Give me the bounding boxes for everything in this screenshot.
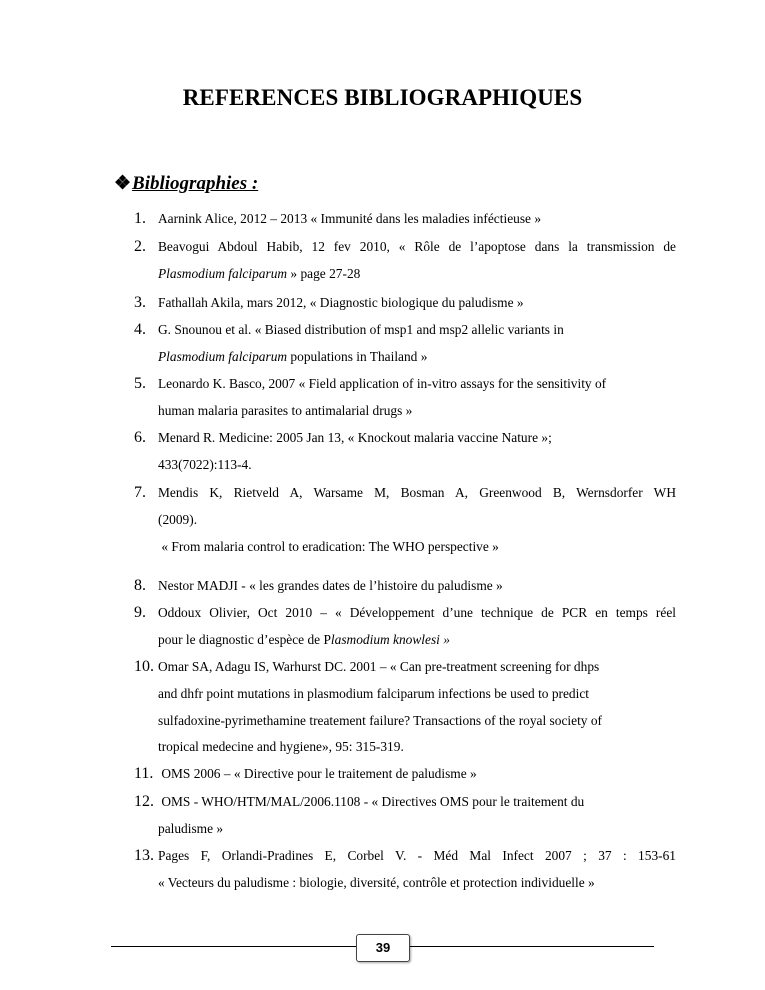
reference-line: (2009). <box>158 511 198 527</box>
reference-number: 4. <box>134 321 146 338</box>
reference-number: 9. <box>134 604 146 621</box>
reference-line: Aarnink Alice, 2012 – 2013 « Immunité dans les maladies inféctieuse » <box>158 211 542 226</box>
reference-number: 10. <box>134 658 154 675</box>
reference-line: Leonardo K. Basco, 2007 « Field application of in-vitro assays for the sensitivity of <box>158 376 607 391</box>
reference-number: 1. <box>134 210 146 227</box>
reference-number: 11. <box>134 765 154 782</box>
reference-line-start: pour le diagnostic d’espèce de P <box>158 631 331 647</box>
reference-line-rest: » page 27-28 <box>287 265 361 281</box>
reference-line-rest: populations in Thailand » <box>287 348 428 364</box>
footer-rule-left <box>111 946 356 947</box>
reference-line <box>158 344 676 371</box>
reference-line: Fathallah Akila, mars 2012, « Diagnostic biologique du paludisme » <box>158 295 524 310</box>
diamond-bullet-icon: ❖ <box>114 173 132 194</box>
reference-line: G. Snounou et al. « Biased distribution of msp1 and msp2 allelic variants in <box>158 322 564 337</box>
reference-line: tropical medecine and hygiene», 95: 315-319. <box>158 739 404 755</box>
reference-line <box>158 627 676 654</box>
reference-line: Mendis K, Rietveld A, Warsame M, Bosman A, Greenwood B, Wernsdorfer WH <box>158 485 676 500</box>
reference-number: 5. <box>134 375 146 392</box>
reference-number: 3. <box>134 294 146 311</box>
reference-number: 12. <box>134 793 154 810</box>
reference-number: 7. <box>134 484 146 501</box>
reference-line: and dhfr point mutations in plasmodium falciparum infections be used to predict <box>158 685 590 701</box>
reference-line: « From malaria control to eradication: The WHO perspective » <box>158 538 499 554</box>
reference-line: paludisme » <box>158 820 224 836</box>
reference-line: Omar SA, Adagu IS, Warhurst DC. 2001 – « Can pre-treatment screening for dhps <box>158 659 600 674</box>
reference-number: 6. <box>134 429 146 446</box>
page-title: REFERENCES BIBLIOGRAPHIQUES <box>182 85 583 110</box>
reference-number: 13. <box>134 847 154 864</box>
section-label: Bibliographies : <box>132 173 259 194</box>
reference-line: human malaria parasites to antimalarial drugs » <box>158 402 413 418</box>
page-number: 39 <box>356 934 410 962</box>
reference-line: Oddoux Olivier, Oct 2010 – « Développement d’une technique de PCR en temps réel <box>158 605 676 620</box>
reference-line <box>158 261 676 288</box>
reference-number: 2. <box>134 238 146 255</box>
reference-line: Pages F, Orlandi-Pradines E, Corbel V. - Méd Mal Infect 2007 ; 37 : 153-61 <box>158 848 676 863</box>
reference-line: « Vecteurs du paludisme : biologie, diversité, contrôle et protection individuelle » <box>158 874 595 890</box>
reference-number: 8. <box>134 577 146 594</box>
footer-rule-right <box>410 946 654 947</box>
reference-line: Nestor MADJI - « les grandes dates de l’histoire du paludisme » <box>158 578 503 593</box>
reference-line: OMS 2006 – « Directive pour le traitement de paludisme » <box>158 766 477 781</box>
section-heading <box>114 172 258 195</box>
species-name: Plasmodium falciparum <box>158 348 288 364</box>
reference-line: Beavogui Abdoul Habib, 12 fev 2010, « Rôle de l’apoptose dans la transmission de <box>158 239 676 254</box>
species-name: Plasmodium falciparum <box>158 265 288 281</box>
reference-line: Menard R. Medicine: 2005 Jan 13, « Knockout malaria vaccine Nature »; <box>158 430 552 445</box>
reference-line: 433(7022):113-4. <box>158 456 252 472</box>
reference-line: OMS - WHO/HTM/MAL/2006.1108 - « Directives OMS pour le traitement du <box>158 794 585 809</box>
reference-line: sulfadoxine-pyrimethamine treatement failure? Transactions of the royal society of <box>158 712 602 728</box>
species-name: lasmodium knowlesi » <box>330 631 450 647</box>
